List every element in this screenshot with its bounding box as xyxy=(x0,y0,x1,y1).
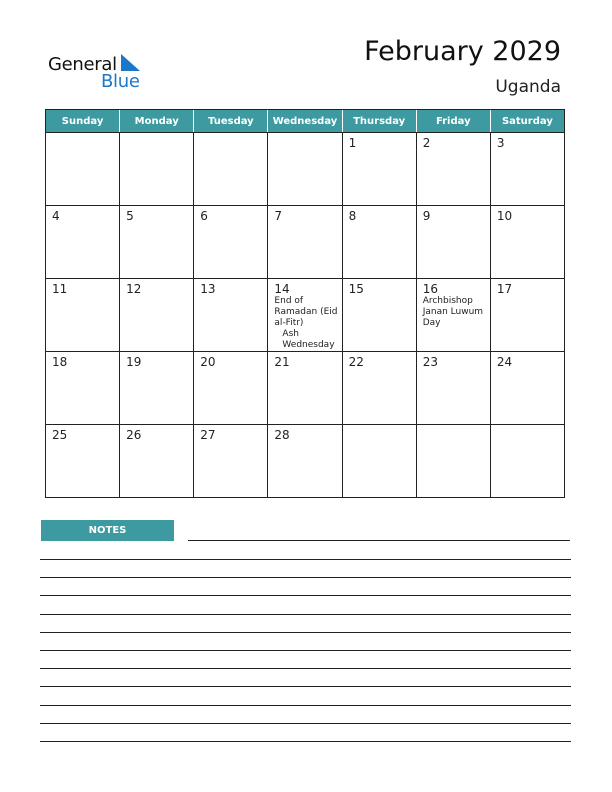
note-line xyxy=(40,650,571,651)
note-line xyxy=(40,668,571,669)
logo-text-general: General xyxy=(48,54,117,75)
weekday-wednesday: Wednesday xyxy=(267,110,341,132)
day-number: 25 xyxy=(52,428,68,442)
day-cell xyxy=(46,206,119,278)
day-cell xyxy=(342,425,416,497)
generalblue-logo xyxy=(48,52,158,92)
day-number: 15 xyxy=(348,282,364,296)
holiday-label: End of Ramadan (Eid al-Fitr) xyxy=(274,296,338,328)
day-cell xyxy=(416,206,490,278)
day-cell xyxy=(119,133,193,205)
day-cell xyxy=(119,279,193,351)
day-cell xyxy=(416,352,490,424)
note-line xyxy=(40,723,571,724)
day-cell xyxy=(416,133,490,205)
weekday-monday: Monday xyxy=(119,110,193,132)
day-cell xyxy=(342,279,416,351)
day-number: 3 xyxy=(496,136,505,150)
week-row xyxy=(46,132,564,205)
day-number: 26 xyxy=(126,428,142,442)
logo-triangle-icon xyxy=(106,54,141,72)
notes-label: NOTES xyxy=(41,520,174,541)
day-cell xyxy=(490,206,564,278)
day-number: 16 xyxy=(422,282,438,296)
note-line xyxy=(40,559,571,560)
weekday-tuesday: Tuesday xyxy=(193,110,267,132)
day-cell xyxy=(490,352,564,424)
day-cell xyxy=(193,279,267,351)
day-cell xyxy=(416,279,490,351)
day-cell xyxy=(119,206,193,278)
calendar-grid xyxy=(45,109,565,498)
day-number: 14 xyxy=(274,282,290,296)
week-row xyxy=(46,424,564,497)
note-line xyxy=(40,686,571,687)
note-line xyxy=(40,595,571,596)
country-name: Uganda xyxy=(495,77,561,97)
day-cell xyxy=(193,206,267,278)
day-cell xyxy=(267,352,341,424)
day-cell xyxy=(342,352,416,424)
note-line xyxy=(40,632,571,633)
day-number: 7 xyxy=(274,209,283,223)
week-row xyxy=(46,205,564,278)
day-cell xyxy=(46,352,119,424)
day-number: 23 xyxy=(422,355,438,369)
note-line xyxy=(40,741,571,742)
day-number: 9 xyxy=(422,209,431,223)
day-number: 4 xyxy=(52,209,60,223)
day-cell xyxy=(193,425,267,497)
day-number: 13 xyxy=(200,282,216,296)
day-number: 6 xyxy=(200,209,208,223)
day-cell xyxy=(267,425,341,497)
day-cell xyxy=(490,279,564,351)
day-cell xyxy=(46,425,119,497)
day-number: 18 xyxy=(52,355,68,369)
note-line xyxy=(40,705,571,706)
day-number: 12 xyxy=(126,282,142,296)
day-number: 8 xyxy=(348,209,357,223)
note-line xyxy=(40,577,571,578)
month-title: February 2029 xyxy=(364,36,561,67)
day-number: 11 xyxy=(52,282,68,296)
week-row xyxy=(46,351,564,424)
day-number: 5 xyxy=(126,209,134,223)
weekday-thursday: Thursday xyxy=(342,110,416,132)
day-number: 24 xyxy=(496,355,513,369)
day-number: 1 xyxy=(348,136,357,150)
holiday-label: Ash Wednesday xyxy=(282,329,335,350)
logo-text-blue: Blue xyxy=(101,71,140,92)
day-cell xyxy=(416,425,490,497)
weekday-header-row xyxy=(46,110,564,132)
day-number: 10 xyxy=(496,209,513,223)
day-cell xyxy=(342,133,416,205)
day-cell xyxy=(267,206,341,278)
day-cell xyxy=(46,279,119,351)
day-cell xyxy=(342,206,416,278)
day-cell xyxy=(193,133,267,205)
week-row xyxy=(46,278,564,351)
weekday-friday: Friday xyxy=(416,110,490,132)
note-line xyxy=(188,540,570,541)
day-cell xyxy=(267,279,341,351)
day-number: 19 xyxy=(126,355,142,369)
day-number: 20 xyxy=(200,355,216,369)
day-cell xyxy=(490,133,564,205)
day-cell xyxy=(119,352,193,424)
day-number: 22 xyxy=(348,355,364,369)
day-number: 2 xyxy=(422,136,431,150)
weekday-sunday: Sunday xyxy=(61,115,104,127)
holiday-label: Archbishop Janan Luwum Day xyxy=(422,296,484,328)
weekday-saturday: Saturday xyxy=(490,110,564,132)
note-line xyxy=(40,614,571,615)
day-number: 27 xyxy=(200,428,216,442)
day-cell xyxy=(119,425,193,497)
day-cell xyxy=(46,133,119,205)
day-number: 17 xyxy=(496,282,513,296)
day-cell xyxy=(193,352,267,424)
day-cell xyxy=(267,133,341,205)
day-number: 28 xyxy=(274,428,290,442)
day-cell xyxy=(490,425,564,497)
day-number: 21 xyxy=(274,355,290,369)
weeks-container xyxy=(46,132,564,497)
